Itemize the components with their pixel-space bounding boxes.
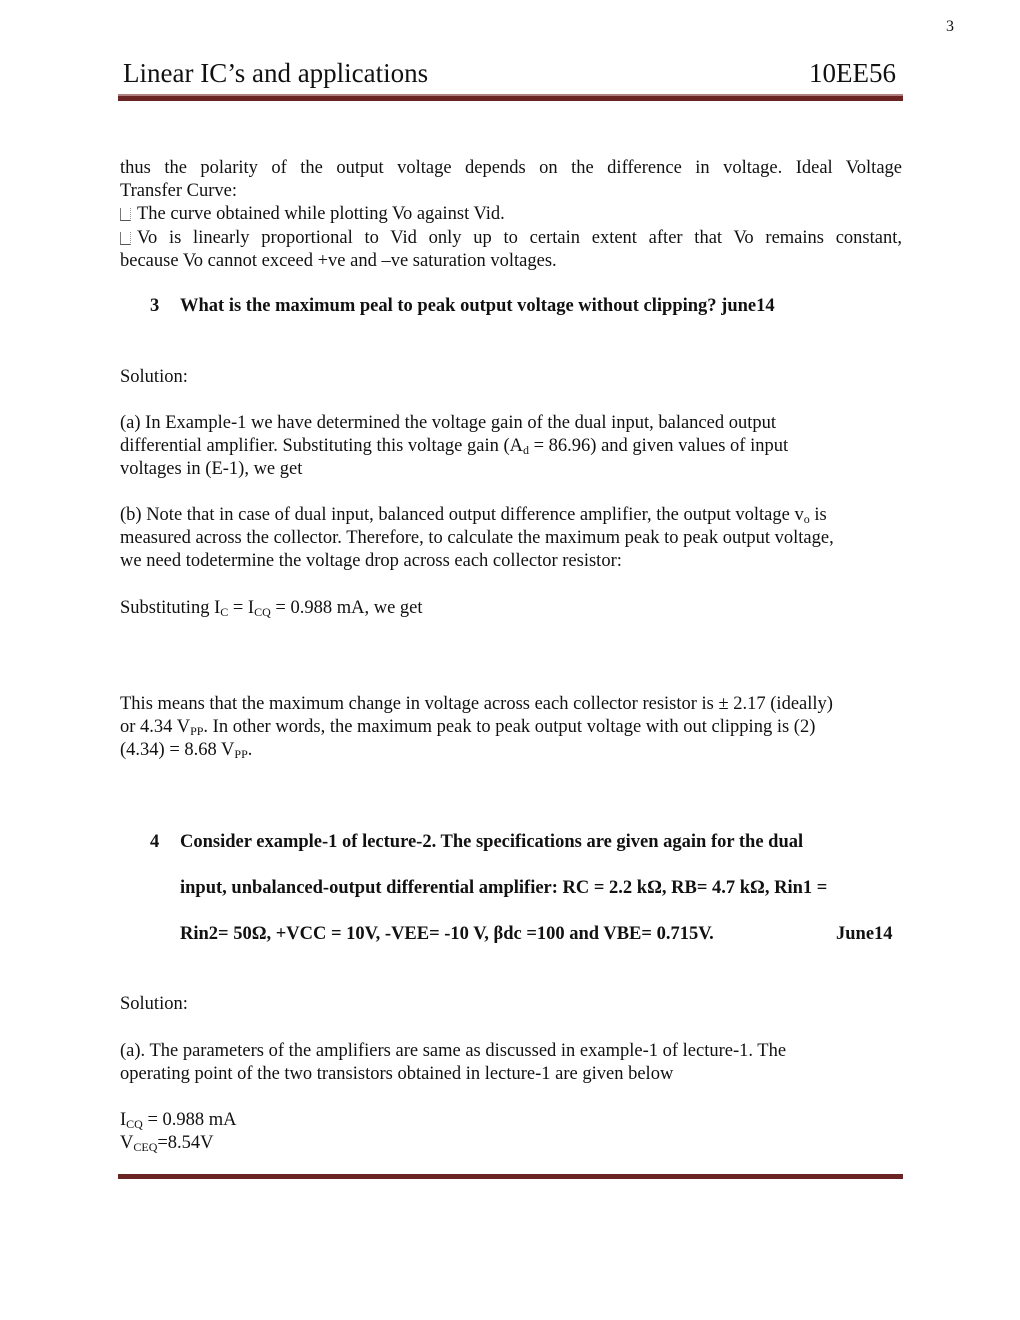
bullet-text: Vo is linearly proportional to Vid only up to certain extent after that Vo remains constant, — [137, 228, 902, 248]
question-number: 4 — [150, 832, 160, 852]
solution-line: voltages in (E-1), we get — [120, 459, 303, 479]
vceq-value: $V_{CEQ}=8.54V$ — [120, 1133, 214, 1154]
question-text: What is the maximum peal to peak output voltage without clipping? june14 — [180, 296, 775, 316]
header-title: Linear IC’s and applications — [123, 58, 429, 88]
bullet-glyph-icon — [120, 232, 131, 245]
solution-line: we need todetermine the voltage drop across each collector resistor: — [120, 551, 622, 571]
solution-line: measured across the collector. Therefore, to calculate the maximum peak to peak output voltage, — [120, 528, 834, 548]
intro-line: thus the polarity of the output voltage depends on the difference in voltage. Ideal Voltage — [120, 158, 902, 178]
solution-line: differential amplifier. Substituting this voltage gain $(A_d = 86.96)$ and given values of input — [120, 436, 789, 457]
solution-line: (b) Note that in case of dual input, balanced output difference amplifier, the output voltage $v_o$ is — [120, 505, 827, 526]
footer-rule — [118, 1174, 903, 1179]
solution-label: Solution: — [120, 367, 188, 387]
bullet-text: The curve obtained while plotting Vo against Vid. — [137, 204, 505, 224]
bullet-item — [120, 203, 902, 225]
question-text: input, unbalanced-output differential amplifier: RC = 2.2 kΩ, RB= 4.7 kΩ, Rin1 = — [180, 878, 828, 898]
question-text: Consider example-1 of lecture-2. The specifications are given again for the dual — [180, 832, 804, 852]
solution-label: Solution: — [120, 994, 188, 1014]
header-course-code: 10EE56 — [809, 58, 896, 88]
question-number: 3 — [150, 296, 160, 316]
solution-line: This means that the maximum change in voltage across each collector resistor is ± 2.17 (ideally) — [120, 694, 833, 714]
header-rule — [118, 96, 903, 101]
solution-line: (a) In Example-1 we have determined the voltage gain of the dual input, balanced output — [120, 413, 777, 433]
solution-line: (a). The parameters of the amplifiers are same as discussed in example-1 of lecture-1. The — [120, 1041, 787, 1061]
intro-line: Transfer Curve: — [120, 181, 237, 201]
bullet-item — [120, 227, 902, 249]
bullet-glyph-icon — [120, 208, 131, 221]
intro-line: because Vo cannot exceed +ve and –ve saturation voltages. — [120, 251, 557, 271]
solution-line: (4.34) = 8.68 $V_{PP}$. — [120, 740, 253, 761]
solution-line: operating point of the two transistors obtained in lecture-1 are given below — [120, 1064, 674, 1084]
question-text: Rin2= 50Ω, +VCC = 10V, -VEE= -10 V, βdc =100 and VBE= 0.715V. — [180, 924, 714, 944]
page-number: 3 — [946, 18, 954, 35]
solution-line: Substituting $I_C = I_{CQ} = 0.988$ mA, we get — [120, 598, 423, 619]
solution-line: or 4.34 $V_{PP}$. In other words, the maximum peak to peak output voltage with out clipping is (2) — [120, 717, 816, 738]
icq-value: $I_{CQ} = 0.988$ mA — [120, 1110, 237, 1131]
question-tag: June14 — [836, 924, 893, 944]
